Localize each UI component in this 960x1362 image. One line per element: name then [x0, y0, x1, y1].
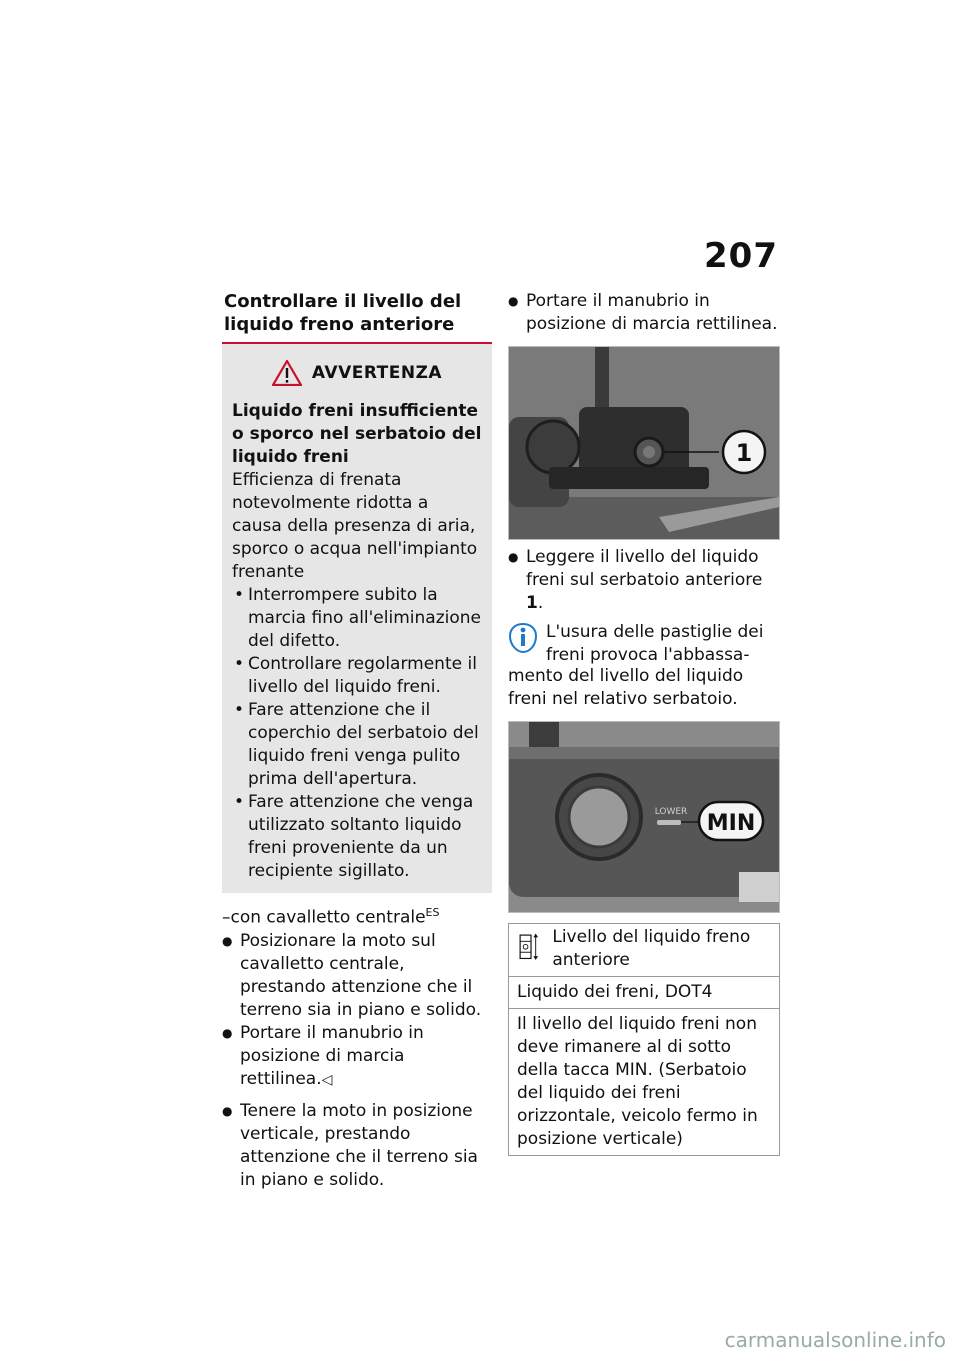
note-text-cont: mento del livello del liquido freni nel relativo serbatoio. [508, 666, 744, 709]
step-item: ● Leggere il livello del liquido freni sul serbatoio anteriore 1. [508, 546, 780, 615]
warning-item: • Fare attenzione che venga utilizzato soltanto liquido freni proveniente da un recipiente sigillato. [232, 791, 482, 883]
spec-description-row: Il livello del liquido freni non deve rimanere al di sotto della tacca MIN. (Serbatoio del liquido dei freni orizzontale, veicolo fermo in posizione verticale) [517, 1014, 758, 1149]
step-item: ● Tenere la moto in posizione verticale, prestando attenzione che il terreno sia in piano e solido. [222, 1100, 492, 1192]
footer-watermark[interactable]: carmanualsonline.info [724, 1328, 946, 1352]
right-column [508, 290, 780, 1156]
step-item: ● Posizionare la moto sul cavalletto centrale, prestando attenzione che il terreno sia in piano e solido. [222, 930, 492, 1022]
left-steps-2 [222, 1100, 492, 1192]
note [508, 621, 780, 667]
lower-label: LOWER [654, 807, 688, 817]
photo-callout-1: 1 [735, 439, 753, 467]
warning-item: • Controllare regolarmente il livello del liquido freni. [232, 653, 482, 699]
warning-triangle-icon [272, 360, 302, 386]
min-label: MIN [706, 811, 756, 836]
left-steps [222, 930, 492, 1092]
brake-reservoir-illustration [509, 347, 779, 539]
fluid-level-icon [517, 926, 540, 966]
step-item [222, 1022, 492, 1092]
spec-title: Livello del liquido freno anteriore [552, 927, 751, 970]
warning-text: Efficienza di frenata notevolmente ridotta a causa della presenza di aria, sporco o acqua nell'impianto frenante [232, 470, 478, 582]
right-steps [508, 290, 780, 336]
left-column [222, 290, 492, 1192]
warning-item: • Interrompere subito la marcia fino all'eliminazione del difetto. [232, 584, 482, 653]
spec-title-row [509, 924, 779, 977]
step-ref: 1 [526, 593, 538, 613]
info-icon [508, 621, 538, 655]
spec-table [508, 923, 780, 1156]
min-mark-photo [508, 721, 780, 913]
warning-item: • Fare attenzione che il coperchio del serbatoio del liquido freni venga pulito prima dell'apertura. [232, 699, 482, 791]
page-number: 207 [704, 236, 778, 276]
step-item: ● Portare il manubrio in posizione di marcia rettilinea. [508, 290, 780, 336]
warning-subtitle: Liquido freni insufficiente o sporco nel serbatoio del liquido freni [232, 401, 482, 467]
right-steps-2 [508, 546, 780, 615]
step-text: Portare il manubrio in posizione di marcia rettilinea. [240, 1022, 424, 1089]
spec-fluid-row: Liquido dei freni, DOT4 [509, 977, 779, 1009]
precondition-text: –con cavalletto centrale [222, 907, 426, 928]
end-mark: ◁ [321, 1071, 333, 1088]
warning-header [232, 358, 482, 388]
precondition-sup: ES [425, 906, 440, 919]
section-title: Controllare il livello del liquido freno anteriore [224, 291, 462, 335]
brake-reservoir-photo [508, 346, 780, 540]
precondition [222, 901, 492, 930]
min-mark-illustration [509, 722, 779, 912]
warning-box [222, 344, 492, 893]
step-text: Leggere il livello del liquido freni sul serbatoio anteriore [526, 547, 763, 590]
warning-list [232, 584, 482, 883]
warning-label: AVVERTENZA [311, 363, 443, 383]
note-text: L'usura delle pastiglie dei freni provoca l'abbassa- [546, 622, 764, 665]
